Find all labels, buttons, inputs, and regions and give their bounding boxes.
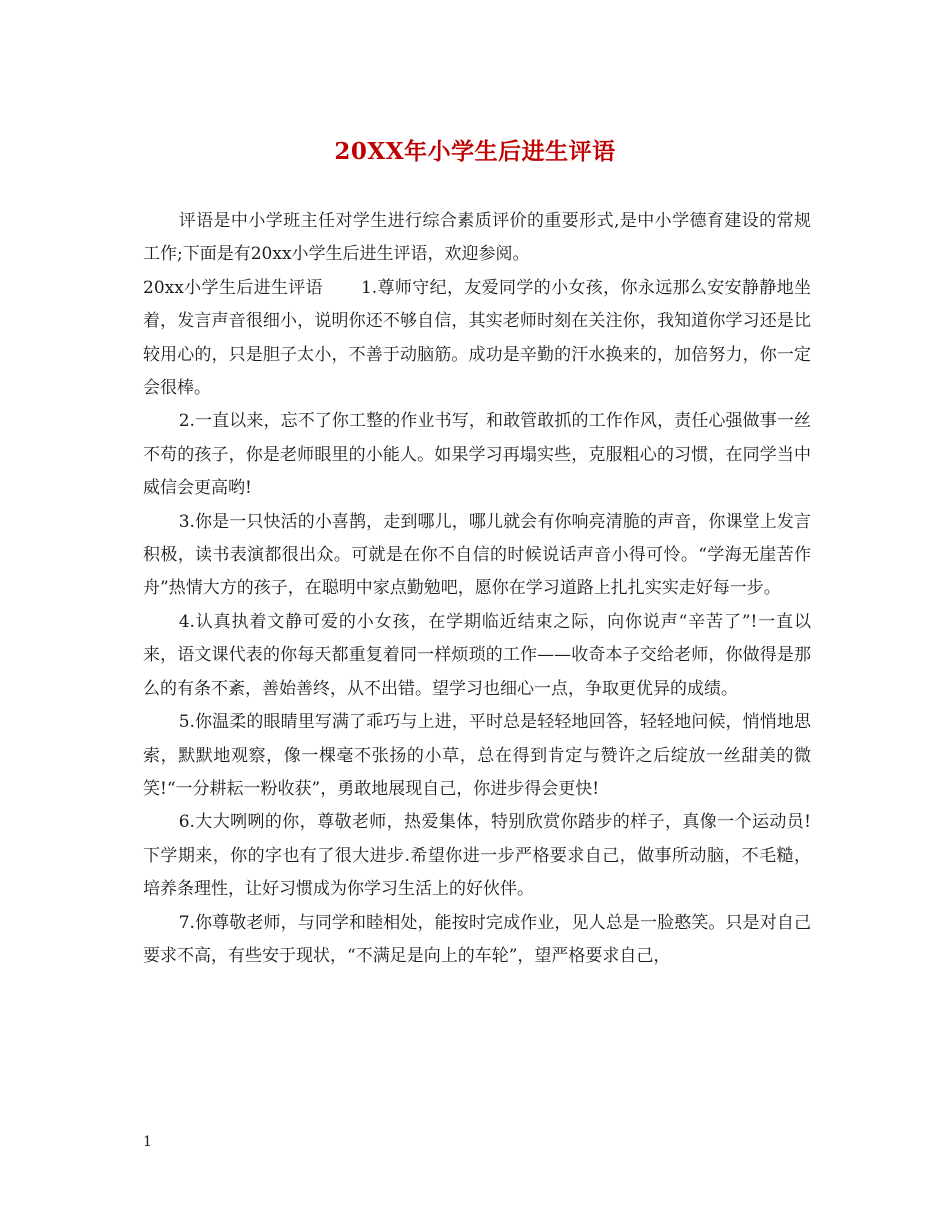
section-heading: 20xx小学生后进生评语 [143, 277, 323, 298]
document-body [143, 205, 811, 973]
first-comment-paragraph [143, 272, 811, 406]
comment-1: 1.尊师守纪，友爱同学的小女孩，你永远那么安安静静地坐着，发言声音很细小，说明你还不够自信，其实老师时刻在关注你，我知道你学习还是比较用心的，只是胆子太小，不善于动脑筋。成功是辛勤的汗水换来的，加倍努力，你一定会很棒。 [143, 277, 812, 399]
comment-4: 4.认真执着文静可爱的小女孩，在学期临近结束之际，向你说声“辛苦了”!一直以来，语文课代表的你每天都重复着同一样烦琐的工作——收奇本子交给老师，你做得是那么的有条不紊，善始善终，从不出错。望学习也细心一点，争取更优异的成绩。 [143, 611, 811, 699]
comment-2: 2.一直以来，忘不了你工整的作业书写，和敢管敢抓的工作作风，责任心强做事一丝不苟的孩子，你是老师眼里的小能人。如果学习再塌实些，克服粗心的习惯，在同学当中威信会更高哟! [143, 411, 811, 499]
comment-5: 5.你温柔的眼睛里写满了乖巧与上进，平时总是轻轻地回答，轻轻地问候，悄悄地思索，默默地观察，像一棵毫不张扬的小草，总在得到肯定与赞许之后绽放一丝甜美的微笑!“一分耕耘一粉收获”，勇敢地展现自己，你进步得会更快! [143, 712, 811, 799]
comment-3: 3.你是一只快活的小喜鹊，走到哪儿，哪儿就会有你响亮清脆的声音，你课堂上发言积极，读书表演都很出众。可就是在你不自信的时候说话声音小得可怜。“学海无崖苦作舟”热情大方的孩子，在聪明中家点勤勉吧，愿你在学习道路上扎扎实实走好每一步。 [143, 511, 811, 599]
comment-6: 6.大大咧咧的你，尊敬老师，热爱集体，特别欣赏你踏步的样子，真像一个运动员!下学期来，你的字也有了很大进步.希望你进一步严格要求自己，做事所动脑，不毛糙，培养条理性，让好习惯成为你学习生活上的好伙伴。 [143, 812, 811, 900]
intro-paragraph: 评语是中小学班主任对学生进行综合素质评价的重要形式,是中小学德育建设的常规工作;下面是有20xx小学生后进生评语，欢迎参阅。 [143, 211, 811, 265]
document-title: 20XX年小学生后进生评语 [334, 138, 616, 165]
comment-7: 7.你尊敬老师，与同学和睦相处，能按时完成作业，见人总是一脸憨笑。只是对自己要求不高，有些安于现状，“不满足是向上的车轮”，望严格要求自己， [143, 912, 811, 966]
page-number: 1 [143, 1134, 152, 1150]
